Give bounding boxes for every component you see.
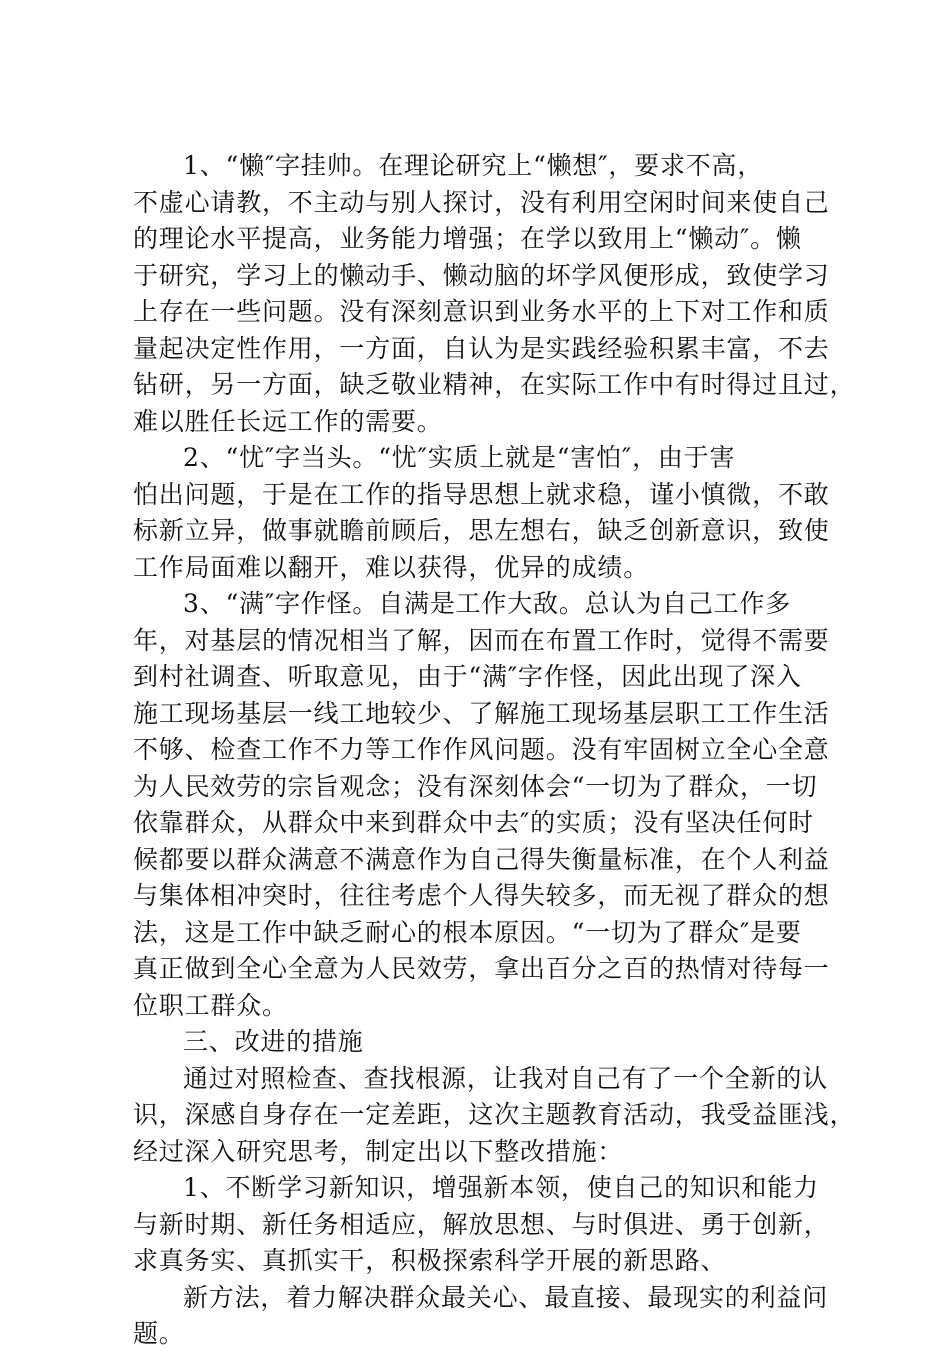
text-line: 候都要以群众满意不满意作为自己得失衡量标准，在个人利益 bbox=[133, 844, 830, 874]
text-line: 依靠群众，从群众中来到群众中去″的实质；没有坚决任何时 bbox=[133, 808, 814, 837]
text-line: 标新立异，做事就瞻前顾后，思左想右，缺乏创新意识，致使 bbox=[133, 516, 830, 545]
text-line: 三、改进的措施 bbox=[183, 1027, 364, 1056]
text-line: 经过深入研究思考，制定出以下整改措施： bbox=[133, 1136, 624, 1166]
text-line: 不虚心请教，不主动与别人探讨，没有利用空闲时间来使自己 bbox=[133, 187, 830, 217]
text-line: 不够、检查工作不力等工作作风问题。没有牢固树立全心全意 bbox=[133, 735, 830, 764]
text-line: 识，深感自身存在一定差距，这次主题教育活动，我受益匪浅， bbox=[133, 1100, 856, 1129]
text-line: 位职工群众。 bbox=[133, 990, 288, 1020]
text-line: 年，对基层的情况相当了解，因而在布置工作时，觉得不需要 bbox=[133, 625, 830, 655]
text-line: 怕出问题，于是在工作的指导思想上就求稳，谨小慎微，不敢 bbox=[133, 479, 830, 509]
text-line: 法，这是工作中缺乏耐心的根本原因。“一切为了群众″是要 bbox=[133, 917, 802, 947]
text-line: 2、“忧″字当头。“忧″实质上就是“害怕″，由于害 bbox=[183, 443, 736, 472]
text-line: 真正做到全心全意为人民效劳，拿出百分之百的热情对待每一 bbox=[133, 954, 830, 983]
text-line: 题。 bbox=[133, 1319, 185, 1348]
text-line: 3、“满″字作怪。自满是工作大敌。总认为自己工作多 bbox=[183, 589, 792, 618]
text-line: 钻研，另一方面，缺乏敬业精神，在实际工作中有时得过且过， bbox=[133, 370, 856, 399]
text-line: 通过对照检查、查找根源，让我对自己有了一个全新的认 bbox=[183, 1063, 829, 1093]
text-line: 1、不断学习新知识，增强新本领，使自己的知识和能力 bbox=[183, 1173, 819, 1202]
text-line: 于研究，学习上的懒动手、懒动脑的坏学风便形成，致使学习 bbox=[133, 260, 830, 290]
document-body bbox=[133, 148, 856, 1353]
text-line: 新方法，着力解决群众最关心、最直接、最现实的利益问 bbox=[183, 1282, 829, 1312]
text-line: 与新时期、新任务相适应，解放思想、与时俱进、勇于创新， bbox=[133, 1209, 830, 1239]
text-line: 求真务实、真抓实干，积极探索科学开展的新思路、 bbox=[133, 1246, 727, 1275]
text-line: 施工现场基层一线工地较少、了解施工现场基层职工工作生活 bbox=[133, 698, 830, 728]
text-line: 1、“懒″字挂帅。在理论研究上“懒想″，要求不高， bbox=[183, 151, 764, 180]
text-line: 到村社调查、听取意见，由于“满″字作怪，因此出现了深入 bbox=[133, 662, 802, 691]
text-line: 的理论水平提高，业务能力增强；在学以致用上“懒动″。懒 bbox=[133, 224, 802, 253]
text-line: 工作局面难以翻开，难以获得，优异的成绩。 bbox=[133, 552, 650, 582]
text-line: 难以胜任长远工作的需要。 bbox=[133, 406, 443, 436]
text-line: 与集体相冲突时，往往考虑个人得失较多，而无视了群众的想 bbox=[133, 881, 830, 910]
text-line: 量起决定性作用，一方面，自认为是实践经验积累丰富，不去 bbox=[133, 333, 830, 363]
text-line: 为人民效劳的宗旨观念；没有深刻体会“一切为了群众，一切 bbox=[133, 771, 818, 801]
text-line: 上存在一些问题。没有深刻意识到业务水平的上下对工作和质 bbox=[133, 297, 830, 326]
